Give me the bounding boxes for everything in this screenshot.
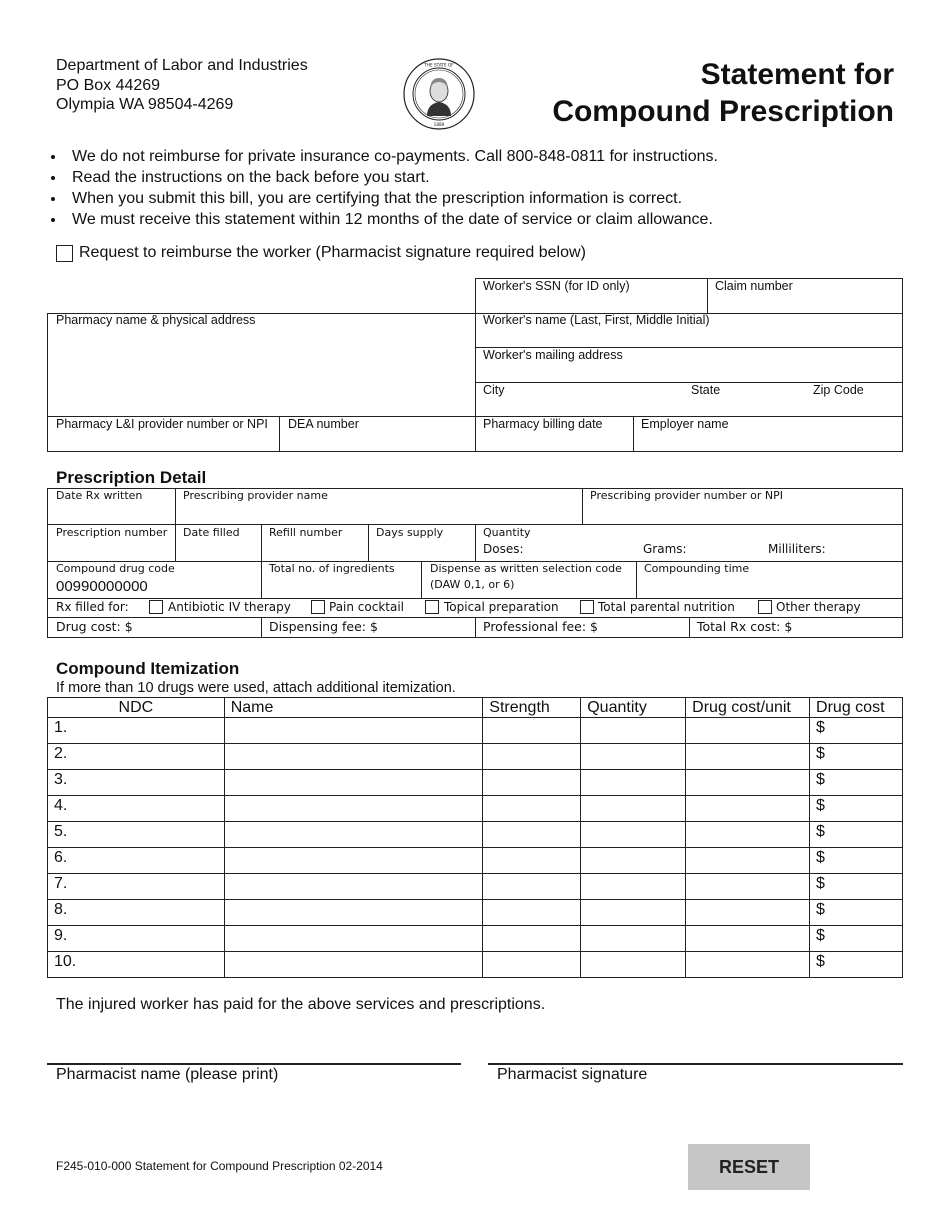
ndc-cell[interactable]: 3. <box>48 770 225 796</box>
table-row <box>48 874 903 900</box>
table-row <box>48 718 903 744</box>
cost-unit-cell[interactable] <box>686 770 810 796</box>
quantity-cell[interactable] <box>581 874 686 900</box>
therapy-label: Topical preparation <box>444 600 559 614</box>
quantity-cell[interactable] <box>581 900 686 926</box>
quantity-cell[interactable] <box>581 952 686 978</box>
reimburse-row <box>56 244 586 262</box>
drug-cost-cell[interactable]: $ <box>810 926 903 952</box>
table-row <box>48 822 903 848</box>
ndc-cell[interactable]: 1. <box>48 718 225 744</box>
ndc-cell[interactable]: 4. <box>48 796 225 822</box>
name-cell[interactable] <box>224 796 483 822</box>
drug-cost-cell[interactable]: $ <box>810 874 903 900</box>
cost-unit-cell[interactable] <box>686 848 810 874</box>
total-rx-cost-field[interactable]: Total Rx cost: $ <box>697 619 793 634</box>
drug-cost-cell[interactable]: $ <box>810 822 903 848</box>
strength-cell[interactable] <box>483 900 581 926</box>
cost-unit-cell[interactable] <box>686 874 810 900</box>
parental-nutrition-checkbox[interactable] <box>580 600 594 614</box>
rx-filled-for-label: Rx filled for: <box>56 600 129 614</box>
grams-field[interactable]: Grams: <box>643 542 687 556</box>
pharmacist-name-label: Pharmacist name (please print) <box>56 1066 279 1083</box>
therapy-label: Other therapy <box>776 600 861 614</box>
strength-cell[interactable] <box>483 874 581 900</box>
instruction-item: • Read the instructions on the back before you start. <box>66 167 718 188</box>
antibiotic-checkbox[interactable] <box>149 600 163 614</box>
column-header: Drug cost <box>810 698 903 718</box>
ndc-cell[interactable]: 2. <box>48 744 225 770</box>
dispensing-fee-field[interactable]: Dispensing fee: $ <box>269 619 378 634</box>
compound-code-label: Compound drug code <box>56 562 175 575</box>
strength-cell[interactable] <box>483 744 581 770</box>
strength-cell[interactable] <box>483 822 581 848</box>
drug-cost-field[interactable]: Drug cost: $ <box>56 619 133 634</box>
drug-cost-cell[interactable]: $ <box>810 770 903 796</box>
pharmacy-info-box <box>47 313 476 452</box>
name-cell[interactable] <box>224 900 483 926</box>
daw-label: Dispense as written selection code <box>430 562 622 575</box>
name-cell[interactable] <box>224 926 483 952</box>
cost-unit-cell[interactable] <box>686 744 810 770</box>
column-header: Quantity <box>581 698 686 718</box>
billing-date-field[interactable]: Pharmacy billing date <box>483 417 603 431</box>
pharmacist-signature-line[interactable] <box>488 1063 903 1065</box>
name-cell[interactable] <box>224 770 483 796</box>
address-line: PO Box 44269 <box>56 76 161 94</box>
cost-unit-cell[interactable] <box>686 926 810 952</box>
pharmacy-address-field[interactable]: Pharmacy name & physical address <box>56 313 256 327</box>
refill-number-field[interactable]: Refill number <box>269 526 343 539</box>
zip-field[interactable]: Zip Code <box>813 383 864 397</box>
form-title: Statement for Compound Prescription <box>552 58 894 128</box>
column-header: Name <box>224 698 483 718</box>
prescription-detail-heading: Prescription Detail <box>56 468 207 487</box>
ndc-cell[interactable]: 5. <box>48 822 225 848</box>
state-seal-icon <box>403 58 475 130</box>
ndc-cell[interactable]: 8. <box>48 900 225 926</box>
name-cell[interactable] <box>224 952 483 978</box>
reimburse-label: Request to reimburse the worker (Pharmacist signature required below) <box>79 244 586 261</box>
state-field[interactable]: State <box>691 383 721 397</box>
table-row <box>48 900 903 926</box>
quantity-cell[interactable] <box>581 770 686 796</box>
mailing-address-field[interactable]: Worker's mailing address <box>483 348 623 362</box>
ndc-cell[interactable]: 7. <box>48 874 225 900</box>
pharmacist-signature-label: Pharmacist signature <box>497 1066 648 1083</box>
therapy-label: Total parental nutrition <box>598 600 735 614</box>
address-line: Department of Labor and Industries <box>56 57 308 74</box>
table-row <box>48 744 903 770</box>
doses-field[interactable]: Doses: <box>483 542 524 556</box>
cost-unit-cell[interactable] <box>686 718 810 744</box>
paid-statement: The injured worker has paid for the above services and prescriptions. <box>56 996 546 1013</box>
form-number-footer: F245-010-000 Statement for Compound Prescription 02-2014 <box>56 1159 383 1173</box>
drug-cost-cell[interactable]: $ <box>810 900 903 926</box>
strength-cell[interactable] <box>483 796 581 822</box>
instruction-item: • We must receive this statement within 12 months of the date of service or claim allowance. <box>66 209 718 230</box>
instructions-list <box>38 146 718 230</box>
cost-unit-cell[interactable] <box>686 952 810 978</box>
date-filled-field[interactable]: Date filled <box>183 526 240 539</box>
quantity-cell[interactable] <box>581 744 686 770</box>
drug-cost-cell[interactable]: $ <box>810 848 903 874</box>
seal-text: THE STATE OF <box>424 62 454 68</box>
drug-cost-cell[interactable]: $ <box>810 952 903 978</box>
name-cell[interactable] <box>224 874 483 900</box>
worker-name-field[interactable]: Worker's name (Last, First, Middle Initial) <box>483 313 710 327</box>
table-row <box>48 848 903 874</box>
quantity-label: Quantity <box>483 526 531 539</box>
milliliters-field[interactable]: Milliliters: <box>768 542 826 556</box>
drug-cost-cell[interactable]: $ <box>810 796 903 822</box>
prescriber-npi-field[interactable]: Prescribing provider number or NPI <box>590 489 783 502</box>
ndc-cell[interactable]: 9. <box>48 926 225 952</box>
table-row <box>48 796 903 822</box>
strength-cell[interactable] <box>483 718 581 744</box>
city-field[interactable]: City <box>483 383 505 397</box>
table-row <box>48 926 903 952</box>
quantity-cell[interactable] <box>581 848 686 874</box>
topical-checkbox[interactable] <box>425 600 439 614</box>
professional-fee-field[interactable]: Professional fee: $ <box>483 619 599 634</box>
instruction-item: • We do not reimburse for private insurance co-payments. Call 800-848-0811 for instructions. <box>66 146 718 167</box>
strength-cell[interactable] <box>483 848 581 874</box>
claim-number-field[interactable]: Claim number <box>715 279 793 293</box>
drug-cost-cell[interactable]: $ <box>810 744 903 770</box>
drug-cost-cell[interactable]: $ <box>810 718 903 744</box>
name-cell[interactable] <box>224 718 483 744</box>
ssn-field[interactable]: Worker's SSN (for ID only) <box>483 279 630 293</box>
therapy-label: Antibiotic IV therapy <box>168 600 291 614</box>
quantity-cell[interactable] <box>581 822 686 848</box>
column-header: Strength <box>483 698 581 718</box>
instruction-item: • When you submit this bill, you are certifying that the prescription information is correct. <box>66 188 718 209</box>
itemization-note: If more than 10 drugs were used, attach additional itemization. <box>56 680 456 696</box>
name-cell[interactable] <box>224 822 483 848</box>
daw-field[interactable]: (DAW 0,1, or 6) <box>430 578 515 591</box>
dea-number-field[interactable]: DEA number <box>288 417 359 431</box>
ndc-cell[interactable]: 10. <box>48 952 225 978</box>
strength-cell[interactable] <box>483 952 581 978</box>
name-cell[interactable] <box>224 744 483 770</box>
table-header-row <box>48 698 903 718</box>
itemization-table <box>47 697 903 978</box>
reimburse-checkbox[interactable] <box>56 245 73 262</box>
compounding-time-field[interactable]: Compounding time <box>644 562 750 575</box>
address-line: Olympia WA 98504-4269 <box>56 96 234 113</box>
table-row <box>48 770 903 796</box>
days-supply-field[interactable]: Days supply <box>376 526 444 539</box>
agency-address <box>56 56 308 115</box>
ndc-cell[interactable]: 6. <box>48 848 225 874</box>
quantity-cell[interactable] <box>581 718 686 744</box>
quantity-cell[interactable] <box>581 926 686 952</box>
pain-cocktail-checkbox[interactable] <box>311 600 325 614</box>
prescription-number-field[interactable]: Prescription number <box>56 526 168 539</box>
table-row <box>48 952 903 978</box>
compound-code-value[interactable]: 00990000000 <box>56 578 148 595</box>
provider-npi-field[interactable]: Pharmacy L&I provider number or NPI <box>56 417 268 431</box>
strength-cell[interactable] <box>483 926 581 952</box>
date-rx-written-field[interactable]: Date Rx written <box>56 489 143 502</box>
prescriber-name-field[interactable]: Prescribing provider name <box>183 489 328 502</box>
quantity-cell[interactable] <box>581 796 686 822</box>
column-header: NDC <box>48 698 225 718</box>
reset-button[interactable]: RESET <box>688 1144 810 1190</box>
employer-name-field[interactable]: Employer name <box>641 417 729 431</box>
therapy-label: Pain cocktail <box>329 600 405 614</box>
name-cell[interactable] <box>224 848 483 874</box>
other-therapy-checkbox[interactable] <box>758 600 772 614</box>
strength-cell[interactable] <box>483 770 581 796</box>
cost-unit-cell[interactable] <box>686 822 810 848</box>
itemization-heading: Compound Itemization <box>56 659 240 678</box>
cost-unit-cell[interactable] <box>686 796 810 822</box>
total-ingredients-field[interactable]: Total no. of ingredients <box>269 562 395 575</box>
pharmacist-name-line[interactable] <box>47 1063 461 1065</box>
column-header: Drug cost/unit <box>686 698 810 718</box>
cost-unit-cell[interactable] <box>686 900 810 926</box>
svg-text:1889: 1889 <box>433 122 445 127</box>
